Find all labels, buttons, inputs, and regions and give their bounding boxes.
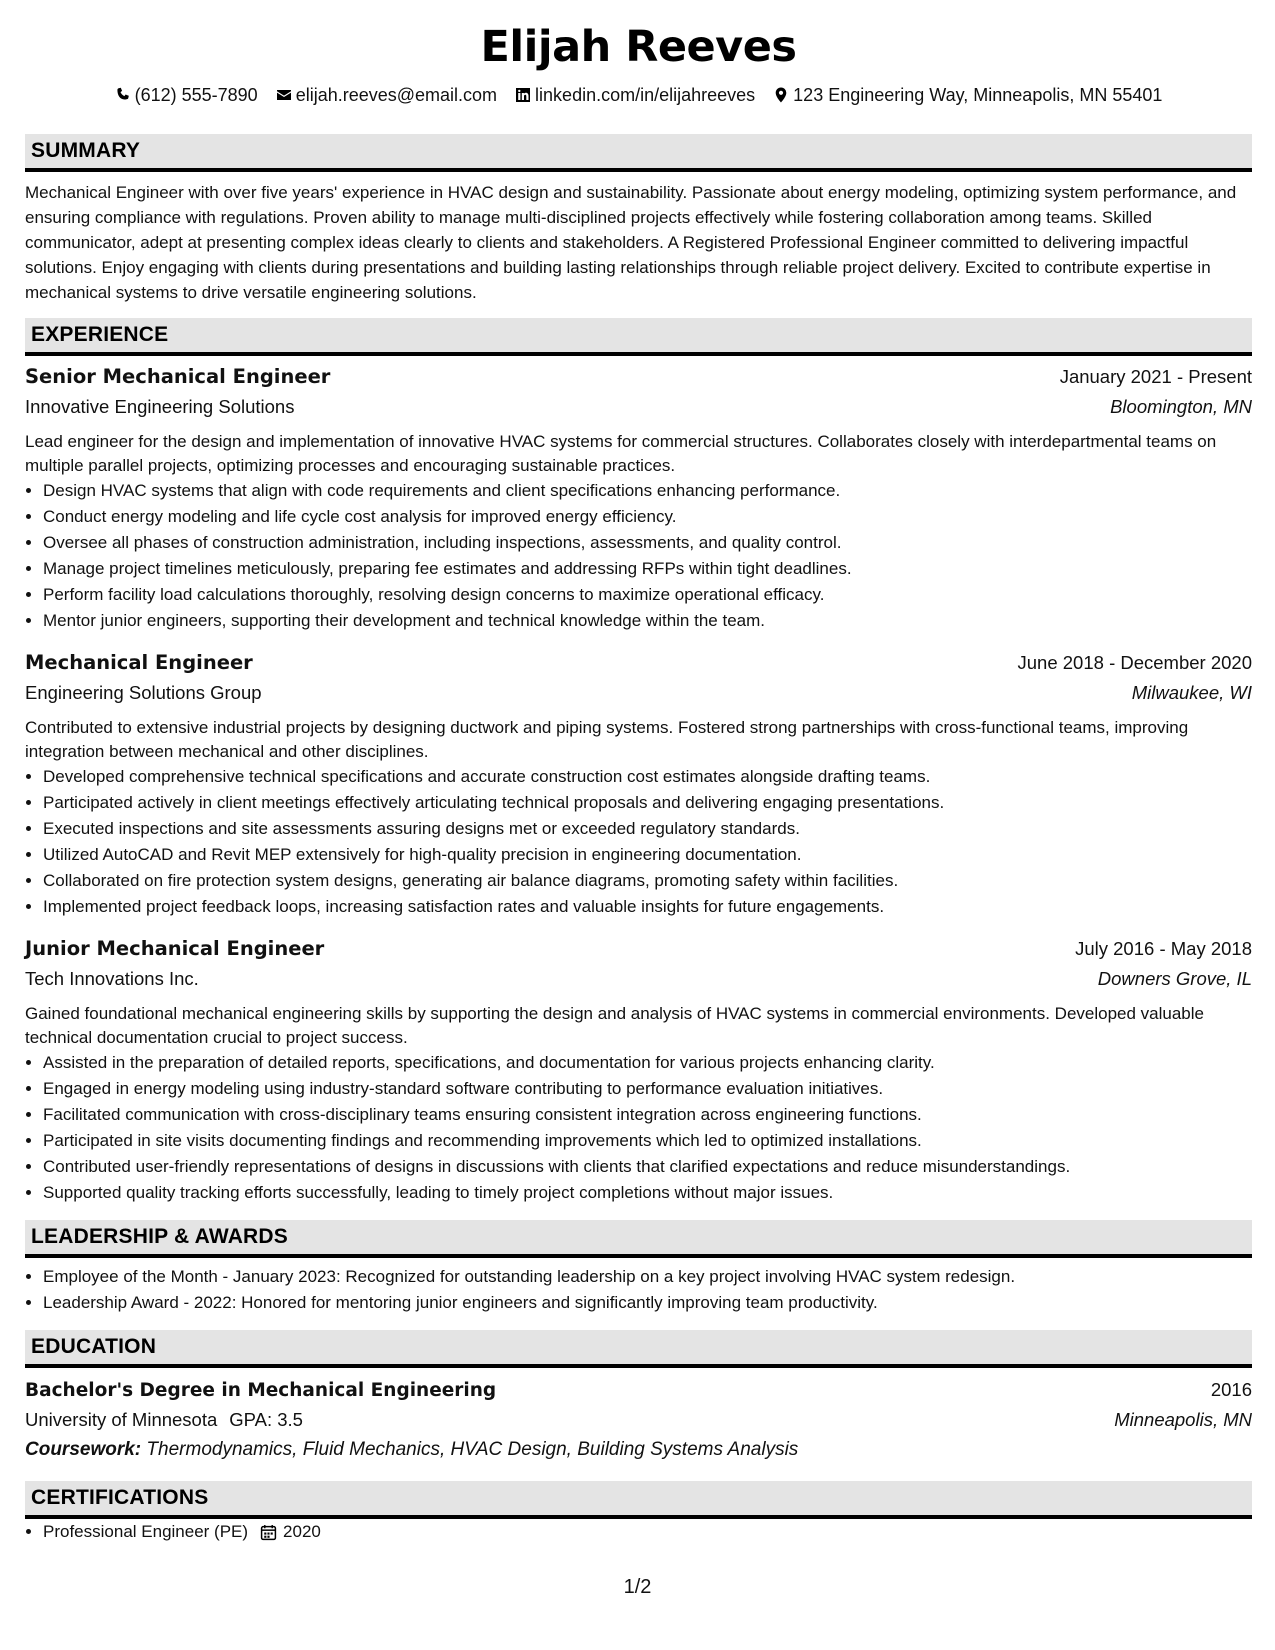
coursework-label: Coursework: [25,1439,142,1460]
certification-item [43,1519,1252,1545]
experience-heading [25,318,1252,356]
job-bullet: • Facilitated communication with cross-disciplinary teams ensuring consistent integration across engineering functions. [43,1102,1252,1128]
job-location: Bloomington, MN [1110,396,1252,417]
job-bullet: • Assisted in the preparation of detailed reports, specifications, and documentation for various projects enhancing clarity. [43,1050,1252,1076]
job-description: Contributed to extensive industrial projects by designing ductwork and piping systems. Fostered strong partnerships with cross-functional teams, improving integration between mechanical and other disciplines. [25,718,1189,761]
awards-section [25,1264,1252,1316]
certification-year: 2020 [283,1522,321,1541]
job-bullets [25,478,1252,634]
job-title: Junior Mechanical Engineer [25,937,325,960]
job-bullet: • Participated actively in client meetings effectively articulating technical proposals and delivering engaging presentations. [43,790,1252,816]
certification-name: • Professional Engineer (PE) [43,1522,249,1541]
job-company: Innovative Engineering Solutions [25,396,295,417]
job-description: Gained foundational mechanical engineering skills by supporting the design and analysis of HVAC systems in commercial environments. Developed valuable technical documentation crucial to project success. [25,1004,1204,1047]
job-entry [25,934,1252,1206]
job-entry [25,648,1252,920]
job-entry [25,362,1252,634]
contact-address [773,84,1162,106]
coursework-list: Thermodynamics, Fluid Mechanics, HVAC Design, Building Systems Analysis [146,1439,799,1460]
gpa: GPA: 3.5 [229,1409,303,1430]
job-bullets [25,1050,1252,1206]
job-description: Lead engineer for the design and implementation of innovative HVAC systems for commercial structures. Collaborates closely with interdepartmental teams on multiple parallel projects, optimizing processes and encouraging sustainable practices. [25,432,1217,475]
page-number: 1/2 [623,1576,652,1598]
job-title: Senior Mechanical Engineer [25,365,331,388]
experience-heading-label: EXPERIENCE [31,323,169,346]
job-bullet: • Supported quality tracking efforts successfully, leading to timely project completions without major issues. [43,1180,1252,1206]
job-dates: January 2021 - Present [1059,366,1252,387]
contact-linkedin[interactable] [515,84,755,106]
degree-title: Bachelor's Degree in Mechanical Engineering [25,1380,497,1401]
job-bullet: • Developed comprehensive technical specifications and accurate construction cost estimates alongside drafting teams. [43,764,1252,790]
envelope-icon [276,87,292,103]
education-heading [25,1330,1252,1368]
job-bullet: • Oversee all phases of construction administration, including inspections, assessments, and quality control. [43,530,1252,556]
contact-email[interactable] [276,84,497,106]
job-bullet: • Manage project timelines meticulously, preparing fee estimates and addressing RFPs within tight deadlines. [43,556,1252,582]
job-location: Downers Grove, IL [1097,968,1252,989]
calendar-icon [260,1524,277,1541]
resume-page [25,0,1252,1545]
map-pin-icon [773,87,789,103]
linkedin-url[interactable]: linkedin.com/in/elijahreeves [535,85,756,105]
education-entry [25,1376,1252,1465]
job-bullet: • Design HVAC systems that align with code requirements and client specifications enhancing performance. [43,478,1252,504]
awards-heading [25,1220,1252,1258]
job-dates: June 2018 - December 2020 [1017,652,1252,673]
coursework-line [25,1435,1252,1465]
phone-icon [115,87,131,103]
linkedin-icon [515,87,531,103]
job-bullets [25,764,1252,920]
job-bullet: • Participated in site visits documenting findings and recommending improvements which led to optimized installations. [43,1128,1252,1154]
job-title: Mechanical Engineer [25,651,253,674]
summary-heading [25,134,1252,172]
job-bullet: • Contributed user-friendly representations of designs in discussions with clients that clarified expectations and reduce misunderstandings. [43,1154,1252,1180]
summary-text: Mechanical Engineer with over five years' experience in HVAC design and sustainability. Passionate about energy modeling, optimizing system performance, and ensuring compliance with regulations. Proven ability to manage multi-disciplined projects effectively while fostering collaboration among teams. Skilled communicator, adept at presenting complex ideas clearly to clients and stakeholders. A Registered Professional Engineer committed to delivering impactful solutions. Enjoy engaging with clients during presentations and building lasting relationships through reliable project delivery. Excited to contribute expertise in mechanical systems to drive versatile engineering solutions. [25,183,1237,302]
school-name: University of Minnesota [25,1409,218,1430]
candidate-name: Elijah Reeves [480,22,797,72]
job-company: Tech Innovations Inc. [25,968,199,989]
job-bullet: • Engaged in energy modeling using industry-standard software contributing to performance evaluation initiatives. [43,1076,1252,1102]
award-item: • Leadership Award - 2022: Honored for mentoring junior engineers and significantly improving team productivity. [43,1290,1252,1316]
school-location: Minneapolis, MN [1114,1409,1252,1430]
job-bullet: • Implemented project feedback loops, increasing satisfaction rates and valuable insights for future engagements. [43,894,1252,920]
summary-heading-label: SUMMARY [31,139,141,162]
school-line [25,1405,303,1435]
address-text: 123 Engineering Way, Minneapolis, MN 55401 [793,85,1163,105]
award-item: • Employee of the Month - January 2023: Recognized for outstanding leadership on a key project involving HVAC system redesign. [43,1264,1252,1290]
certifications-list [25,1519,1252,1545]
graduation-year: 2016 [1210,1379,1252,1400]
job-location: Milwaukee, WI [1131,682,1252,703]
job-bullet: • Conduct energy modeling and life cycle cost analysis for improved energy efficiency. [43,504,1252,530]
job-dates: July 2016 - May 2018 [1075,938,1252,959]
education-heading-label: EDUCATION [31,1335,157,1358]
job-bullet: • Perform facility load calculations thoroughly, resolving design concerns to maximize operational efficacy. [43,582,1252,608]
contact-bar [25,84,1252,106]
certifications-heading [25,1481,1252,1519]
awards-heading-label: LEADERSHIP & AWARDS [31,1225,288,1248]
job-bullet: • Utilized AutoCAD and Revit MEP extensively for high-quality precision in engineering documentation. [43,842,1252,868]
contact-phone [115,84,258,106]
job-company: Engineering Solutions Group [25,682,262,703]
job-bullet: • Executed inspections and site assessments assuring designs met or exceeded regulatory standards. [43,816,1252,842]
job-bullet: • Collaborated on fire protection system designs, generating air balance diagrams, promoting safety within facilities. [43,868,1252,894]
certification-item-inner [43,1519,321,1545]
job-bullet: • Mentor junior engineers, supporting their development and technical knowledge within the team. [43,608,1252,634]
awards-list [25,1264,1252,1316]
phone-number: (612) 555-7890 [134,85,258,105]
certifications-heading-label: CERTIFICATIONS [31,1486,209,1509]
email-address[interactable]: elijah.reeves@email.com [295,85,498,105]
